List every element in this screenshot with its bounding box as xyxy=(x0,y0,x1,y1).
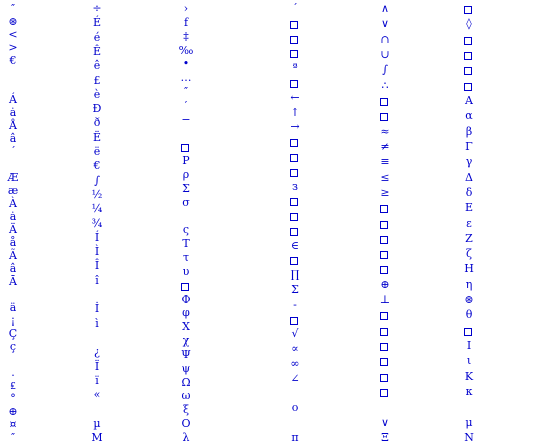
glyph-1-22: Ā xyxy=(9,275,17,288)
glyph-2-2: É xyxy=(92,16,102,29)
glyph-4-18-box xyxy=(290,257,298,265)
glyph-3-17: ς xyxy=(182,223,190,236)
glyph-1-26: Ç xyxy=(8,327,18,340)
glyph-3-19: τ xyxy=(182,251,190,264)
glyph-5-23-box xyxy=(380,343,388,351)
glyph-6-25: Κ xyxy=(464,370,474,383)
glyph-1-30: ₤ xyxy=(10,379,16,392)
glyph-1-9: ȧ xyxy=(9,106,17,119)
glyph-5-2: ∨ xyxy=(380,17,390,30)
glyph-3-21-box xyxy=(181,283,189,291)
glyph-1-15: æ xyxy=(7,184,19,197)
glyph-2-13: ∫ xyxy=(94,174,100,187)
glyph-6-5-box xyxy=(464,67,472,75)
glyph-1-34: ″ xyxy=(10,431,16,444)
glyph-5-28: ∨ xyxy=(380,416,390,429)
glyph-5-5: ∫ xyxy=(382,63,388,76)
glyph-6-2: ◊ xyxy=(466,17,472,30)
glyph-4-6-box xyxy=(290,80,298,88)
glyph-4-2-box xyxy=(290,21,298,29)
glyph-1-3: < xyxy=(8,28,18,41)
glyph-2-31: M xyxy=(91,431,103,444)
glyph-4-17: ∈ xyxy=(290,239,300,252)
glyph-3-24: X xyxy=(182,320,190,333)
glyph-4-8: ↑ xyxy=(290,106,300,119)
glyph-6-17: ζ xyxy=(466,247,472,260)
glyph-3-14: Σ xyxy=(182,182,190,195)
glyph-5-3: ∩ xyxy=(380,33,390,46)
glyph-3-3: ‡ xyxy=(183,30,189,43)
glyph-2-10: Ë xyxy=(92,131,102,144)
glyph-3-8: ′ xyxy=(184,99,188,112)
glyph-column-5 xyxy=(372,0,398,448)
glyph-4-27 xyxy=(282,386,308,401)
glyph-2-23: ì xyxy=(95,317,99,330)
glyph-2-29 xyxy=(84,401,110,416)
glyph-3-28: Ω xyxy=(181,376,191,389)
glyph-5-24-box xyxy=(380,358,388,366)
glyph-4-12-box xyxy=(290,169,298,177)
glyph-3-11-box xyxy=(181,144,189,152)
glyph-3-26: Ψ xyxy=(181,348,191,361)
glyph-5-7-box xyxy=(380,98,388,106)
glyph-3-13: ρ xyxy=(182,168,190,181)
glyph-1-19: å xyxy=(9,236,17,249)
glyph-4-30: π xyxy=(291,431,299,444)
glyph-3-2: f xyxy=(183,16,189,29)
glyph-3-30: ξ xyxy=(182,403,190,416)
glyph-column-4 xyxy=(282,0,308,448)
glyph-6-10: Γ xyxy=(465,140,473,153)
glyph-6-9: β xyxy=(465,125,473,138)
glyph-2-27: ï xyxy=(95,374,99,387)
glyph-4-29 xyxy=(282,415,308,430)
glyph-6-28: μ xyxy=(465,416,473,429)
glyph-2-9: ð xyxy=(93,116,101,129)
glyph-4-3-box xyxy=(290,36,298,44)
glyph-1-11: â xyxy=(9,132,17,145)
glyph-1-4: > xyxy=(8,41,18,54)
glyph-3-22: Φ xyxy=(181,293,191,306)
glyph-3-15: σ xyxy=(182,196,190,209)
glyph-2-16: ¾ xyxy=(91,217,103,230)
glyph-2-26: Ï xyxy=(94,360,100,373)
glyph-4-13: з xyxy=(292,180,298,193)
glyph-5-11: ≡ xyxy=(380,155,390,168)
glyph-2-19: Î xyxy=(94,259,100,272)
glyph-6-8: α xyxy=(465,109,473,122)
glyph-2-3: é xyxy=(93,31,101,44)
glyph-1-31: ° xyxy=(10,392,16,405)
glyph-6-12: Δ xyxy=(465,171,473,184)
glyph-1-25: ¡ xyxy=(10,314,16,327)
glyph-5-25-box xyxy=(380,374,388,382)
glyph-6-13: δ xyxy=(465,186,473,199)
glyph-1-17: ȧ xyxy=(9,210,17,223)
glyph-5-26-box xyxy=(380,389,388,397)
glyph-4-28: o xyxy=(291,401,299,414)
glyph-6-21: θ xyxy=(465,308,473,321)
glyph-6-7: A xyxy=(465,94,473,107)
glyph-2-11: ë xyxy=(93,145,101,158)
glyph-6-27 xyxy=(456,399,482,414)
glyph-6-19: η xyxy=(465,278,473,291)
glyph-2-17: Í xyxy=(94,231,100,244)
glyph-2-7: è xyxy=(93,88,101,101)
glyph-6-4-box xyxy=(464,52,472,60)
glyph-1-10: Å xyxy=(9,119,17,132)
glyph-1-20: Ã xyxy=(9,249,17,262)
glyph-column-3 xyxy=(173,0,199,448)
glyph-3-4: ‰ xyxy=(178,44,194,57)
glyph-2-25: ¿ xyxy=(94,345,100,358)
glyph-6-26: κ xyxy=(465,385,473,398)
glyph-6-6-box xyxy=(464,83,472,91)
glyph-1-24: ä xyxy=(9,301,17,314)
glyph-5-22-box xyxy=(380,328,388,336)
glyph-4-23: √ xyxy=(291,327,299,340)
glyph-4-1: ´ xyxy=(292,2,298,15)
glyph-4-26: ∠ xyxy=(290,372,300,385)
glyph-2-21 xyxy=(84,287,110,302)
glyph-3-10 xyxy=(173,126,199,141)
glyph-5-16-box xyxy=(380,236,388,244)
glyph-1-12: ´ xyxy=(10,145,16,158)
glyph-4-21: - xyxy=(293,298,297,311)
glyph-6-14: Ε xyxy=(464,201,474,214)
glyph-5-21-box xyxy=(380,312,388,320)
glyph-3-6: … xyxy=(180,71,192,84)
glyph-2-4: Ê xyxy=(92,45,102,58)
glyph-4-9: → xyxy=(290,120,300,133)
glyph-5-6: ∴ xyxy=(381,79,389,92)
glyph-4-24: ∝ xyxy=(291,342,299,355)
glyph-6-15: ε xyxy=(466,217,472,230)
glyph-2-30: µ xyxy=(93,417,101,430)
glyph-1-1: ″ xyxy=(10,2,16,15)
glyph-6-1-box xyxy=(464,6,472,14)
glyph-5-17-box xyxy=(380,251,388,259)
glyph-2-12: € xyxy=(93,159,101,172)
glyph-3-9: − xyxy=(181,113,191,126)
glyph-6-22-box xyxy=(464,328,472,336)
glyph-4-5: ª xyxy=(292,61,298,74)
glyph-4-14-box xyxy=(290,198,298,206)
glyph-3-29: ω xyxy=(181,389,191,402)
glyph-3-18: T xyxy=(182,237,190,250)
glyph-6-24: ι xyxy=(466,354,472,367)
glyph-1-33: ¤ xyxy=(9,418,17,431)
glyph-4-25: ∞ xyxy=(290,357,300,370)
glyph-4-22-box xyxy=(290,317,298,325)
glyph-3-12: P xyxy=(182,154,190,167)
glyph-5-18-box xyxy=(380,266,388,274)
glyph-2-28: « xyxy=(93,388,101,401)
glyph-5-10: ≠ xyxy=(380,140,390,153)
glyph-4-7: ← xyxy=(290,91,300,104)
glyph-2-20: î xyxy=(95,274,99,287)
glyph-5-4: ∪ xyxy=(380,48,390,61)
glyph-5-15-box xyxy=(380,221,388,229)
glyph-1-29: . xyxy=(11,366,15,379)
glyph-1-16: À xyxy=(9,197,17,210)
glyph-column-6 xyxy=(456,0,482,448)
glyph-5-9: ≈ xyxy=(380,125,390,138)
glyph-3-5: • xyxy=(182,57,190,70)
glyph-1-8: Á xyxy=(9,93,17,106)
glyph-5-1: ∧ xyxy=(380,2,390,15)
glyph-2-14: ½ xyxy=(91,188,103,201)
glyph-2-15: ¼ xyxy=(91,202,103,215)
glyph-2-18: Ì xyxy=(94,245,100,258)
glyph-3-32: λ xyxy=(182,431,190,444)
glyph-1-18: Ä xyxy=(9,223,17,236)
glyph-5-27 xyxy=(372,399,398,414)
glyph-6-23: Ι xyxy=(466,339,472,352)
glyph-6-3-box xyxy=(464,37,472,45)
glyph-5-19: ⊕ xyxy=(380,278,390,291)
glyph-4-11-box xyxy=(290,154,298,162)
glyph-4-16-box xyxy=(290,228,298,236)
glyph-1-14: Æ xyxy=(7,171,19,184)
glyph-2-8: Ð xyxy=(92,102,102,115)
glyph-3-25: χ xyxy=(182,334,190,347)
glyph-2-22: İ xyxy=(94,302,100,315)
glyph-5-13: ≥ xyxy=(380,186,390,199)
glyph-4-19: ∏ xyxy=(290,268,300,281)
glyph-1-27: ç xyxy=(9,340,17,353)
glyph-3-7: ″ xyxy=(183,85,189,98)
glyph-column-2 xyxy=(84,0,110,448)
glyph-4-10-box xyxy=(290,139,298,147)
glyph-1-5: € xyxy=(9,54,17,67)
glyph-4-20: Σ xyxy=(291,283,299,296)
glyph-3-27: ψ xyxy=(181,362,191,375)
glyph-4-15-box xyxy=(290,213,298,221)
glyph-5-8-box xyxy=(380,113,388,121)
glyph-2-5: ê xyxy=(93,59,101,72)
glyph-6-20: ⊛ xyxy=(464,293,474,306)
glyph-4-4-box xyxy=(290,50,298,58)
glyph-1-32: ⊕ xyxy=(8,405,18,418)
glyph-6-18: Η xyxy=(464,262,474,275)
glyph-6-29: N xyxy=(464,431,474,444)
glyph-6-16: Ζ xyxy=(465,232,473,245)
glyph-3-31: O xyxy=(181,417,191,430)
glyph-5-14-box xyxy=(380,205,388,213)
glyph-5-20: ⊥ xyxy=(379,293,391,306)
glyph-3-1: › xyxy=(183,2,189,15)
glyph-column-1 xyxy=(0,0,26,448)
glyph-1-21: â xyxy=(9,262,17,275)
glyph-5-12: ≤ xyxy=(380,171,390,184)
glyph-3-20: υ xyxy=(182,265,190,278)
glyph-2-6: £ xyxy=(93,74,101,87)
glyph-3-23: φ xyxy=(182,306,190,319)
glyph-2-24 xyxy=(84,330,110,345)
glyph-5-29: Ξ xyxy=(381,431,389,444)
glyph-2-1: ÷ xyxy=(92,2,102,15)
glyph-6-11: γ xyxy=(465,155,473,168)
glyph-1-2: ⊛ xyxy=(8,15,18,28)
